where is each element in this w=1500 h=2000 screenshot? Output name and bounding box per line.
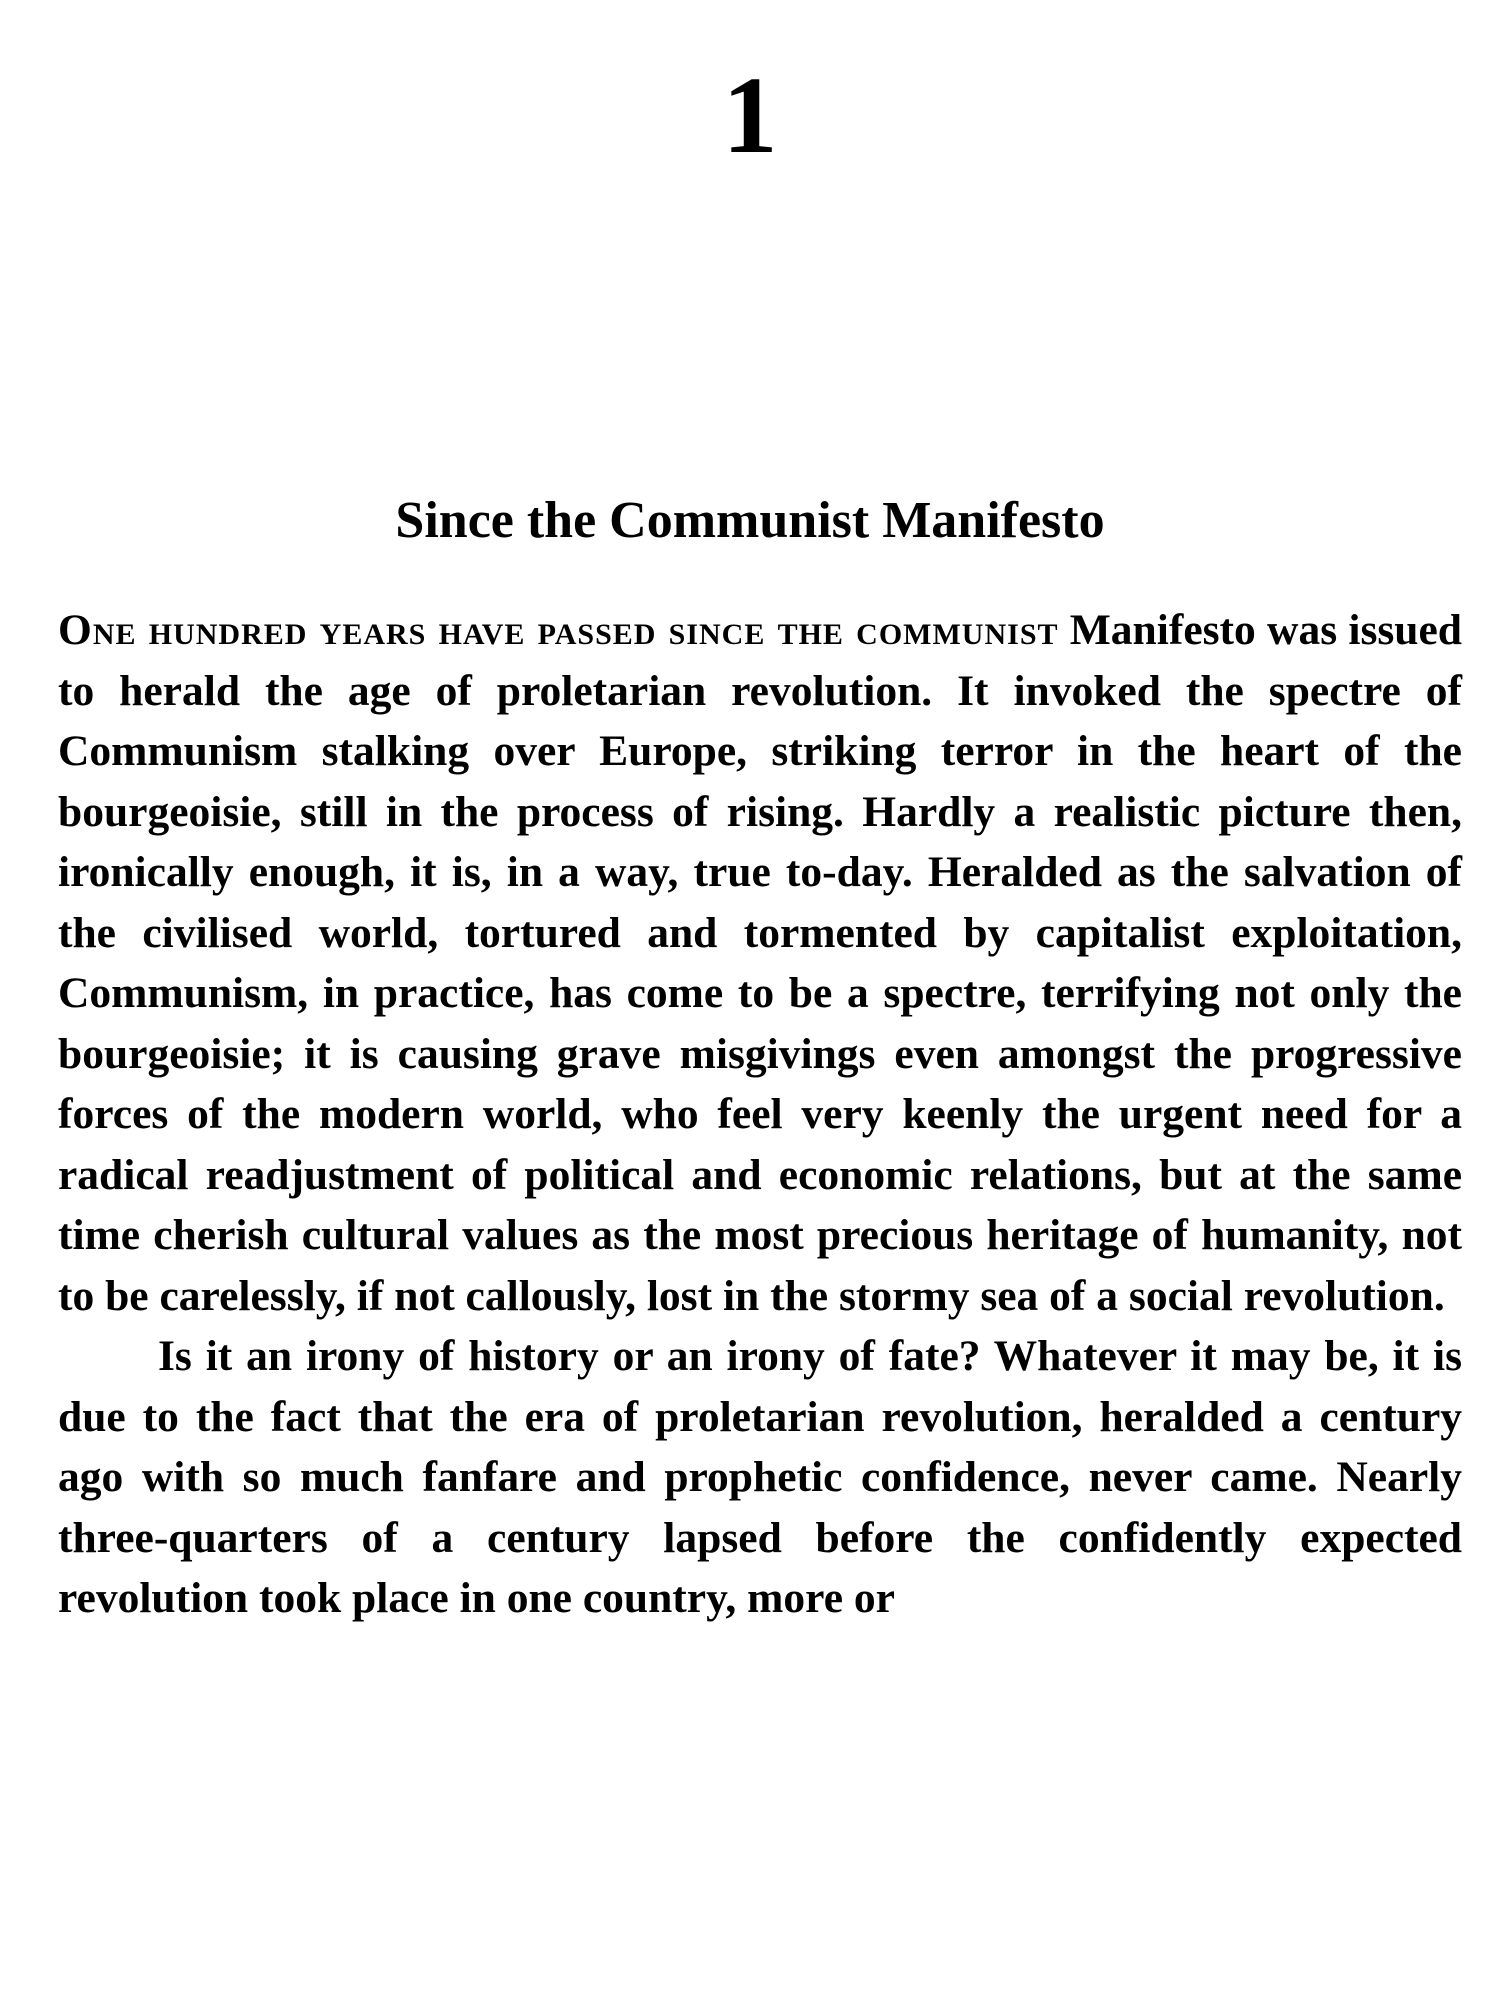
paragraph-lead-in: One hundred years have passed since the communist	[58, 606, 1059, 654]
chapter-number: 1	[722, 54, 778, 176]
paragraph-2-text: Is it an irony of history or an irony of fate? Whatever it may be, it is due to the fact that the era of proletarian revolution, heralded a century ago with so much fanfare and prophetic confidence, never came. Nearly three-quarters of a century lapsed before the confidently expected revolution took place in one country, more or	[58, 1332, 1462, 1622]
chapter-title: Since the Communist Manifesto	[395, 492, 1105, 549]
paragraph-2	[58, 1326, 1462, 1629]
chapter-body	[58, 600, 1462, 1629]
paragraph-1	[58, 600, 1462, 1326]
paragraph-1-text: Manifesto was issued to herald the age of proletarian revolution. It invoked the spectre of Communism stalking over Europe, striking terror in the heart of the bourgeoisie, still in the process of rising. Hardly a realistic picture then, ironically enough, it is, in a way, true to-day. Heralded as the salvation of the civilised world, tortured and tormented by capitalist exploitation, Communism, in practice, has come to be a spectre, terrifying not only the bourgeoisie; it is causing grave misgivings even amongst the progressive forces of the modern world, who feel very keenly the urgent need for a radical readjustment of political and economic relations, but at the same time cherish cultural values as the most precious heritage of humanity, not to be carelessly, if not callously, lost in the stormy sea of a social revolution.	[58, 606, 1462, 1320]
